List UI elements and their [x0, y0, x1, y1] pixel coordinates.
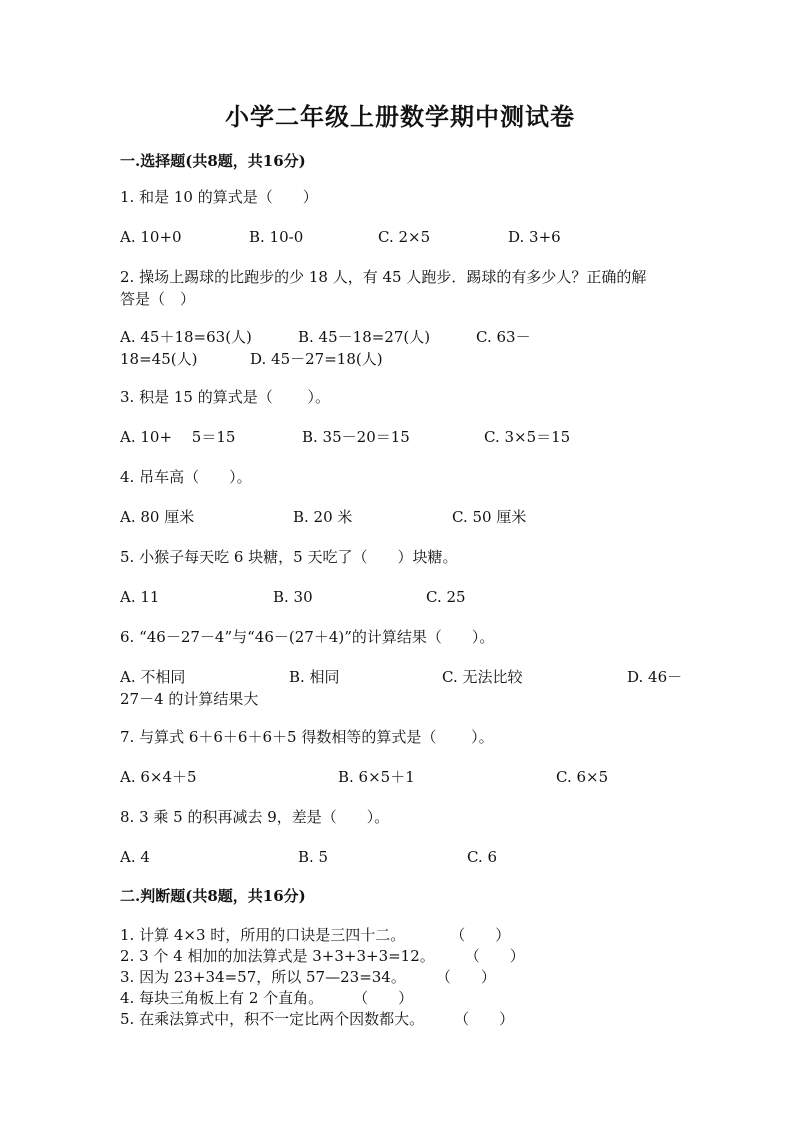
q2-option-c-continued: 18=45(人) — [120, 350, 198, 368]
q4-option-c: C. 50 厘米 — [452, 508, 527, 526]
section-heading-true-false: 二.判断题(共8题，共16分) — [120, 887, 306, 905]
question-8: 8. 3 乘 5 的积再减去 9，差是（ ）。 — [120, 808, 390, 826]
question-5: 5. 小猴子每天吃 6 块糖，5 天吃了（ ）块糖。 — [120, 548, 458, 566]
q6-option-c: C. 无法比较 — [442, 668, 523, 686]
q5-option-c: C. 25 — [426, 588, 466, 606]
q7-option-b: B. 6×5＋1 — [338, 768, 415, 786]
q2-option-a: A. 45＋18=63(人) — [120, 328, 252, 346]
section-heading-choice: 一.选择题(共8题，共16分) — [120, 152, 306, 170]
judgement-item-5: 5. 在乘法算式中，积不一定比两个因数都大。 （ ） — [120, 1010, 515, 1028]
q3-option-b: B. 35－20＝15 — [302, 428, 410, 446]
question-1: 1. 和是 10 的算式是（ ） — [120, 188, 318, 206]
judgement-item-2: 2. 3 个 4 相加的加法算式是 3+3+3+3=12。 （ ） — [120, 947, 525, 965]
q1-option-a: A. 10+0 — [120, 228, 182, 246]
q7-option-c: C. 6×5 — [556, 768, 609, 786]
q2-option-d: D. 45－27=18(人) — [250, 350, 383, 368]
question-6: 6. “46－27－4”与“46－(27＋4)”的计算结果（ ）。 — [120, 628, 495, 646]
q5-option-b: B. 30 — [273, 588, 313, 606]
judgement-item-1: 1. 计算 4×3 时，所用的口诀是三四十二。 （ ） — [120, 926, 511, 944]
page-title: 小学二年级上册数学期中测试卷 — [225, 102, 575, 131]
q7-option-a: A. 6×4＋5 — [120, 768, 197, 786]
question-3: 3. 积是 15 的算式是（ ）。 — [120, 388, 330, 406]
q3-option-a: A. 10+ 5＝15 — [120, 428, 236, 446]
q4-option-a: A. 80 厘米 — [120, 508, 195, 526]
question-2-line-2: 答是（ ） — [120, 290, 196, 308]
judgement-item-4: 4. 每块三角板上有 2 个直角。 （ ） — [120, 989, 414, 1007]
q4-option-b: B. 20 米 — [293, 508, 353, 526]
q2-option-b: B. 45－18=27(人) — [298, 328, 431, 346]
q1-option-d: D. 3+6 — [508, 228, 561, 246]
question-2-line-1: 2. 操场上踢球的比跑步的少 18 人，有 45 人跑步．踢球的有多少人？正确的解 — [120, 268, 647, 286]
q6-option-d: D. 46－ — [627, 668, 683, 686]
q3-option-c: C. 3×5＝15 — [484, 428, 571, 446]
q1-option-c: C. 2×5 — [378, 228, 431, 246]
q8-option-c: C. 6 — [467, 848, 498, 866]
question-4: 4. 吊车高（ ）。 — [120, 468, 252, 486]
q6-option-b: B. 相同 — [289, 668, 340, 686]
q6-option-d-continued: 27－4 的计算结果大 — [120, 690, 259, 708]
question-7: 7. 与算式 6＋6＋6＋6＋5 得数相等的算式是（ ）。 — [120, 728, 494, 746]
q6-option-a: A. 不相同 — [120, 668, 186, 686]
judgement-item-3: 3. 因为 23+34=57，所以 57—23=34。 （ ） — [120, 968, 496, 986]
q2-option-c: C. 63－ — [476, 328, 531, 346]
q8-option-b: B. 5 — [298, 848, 329, 866]
q1-option-b: B. 10-0 — [249, 228, 304, 246]
q5-option-a: A. 11 — [120, 588, 160, 606]
q8-option-a: A. 4 — [120, 848, 150, 866]
